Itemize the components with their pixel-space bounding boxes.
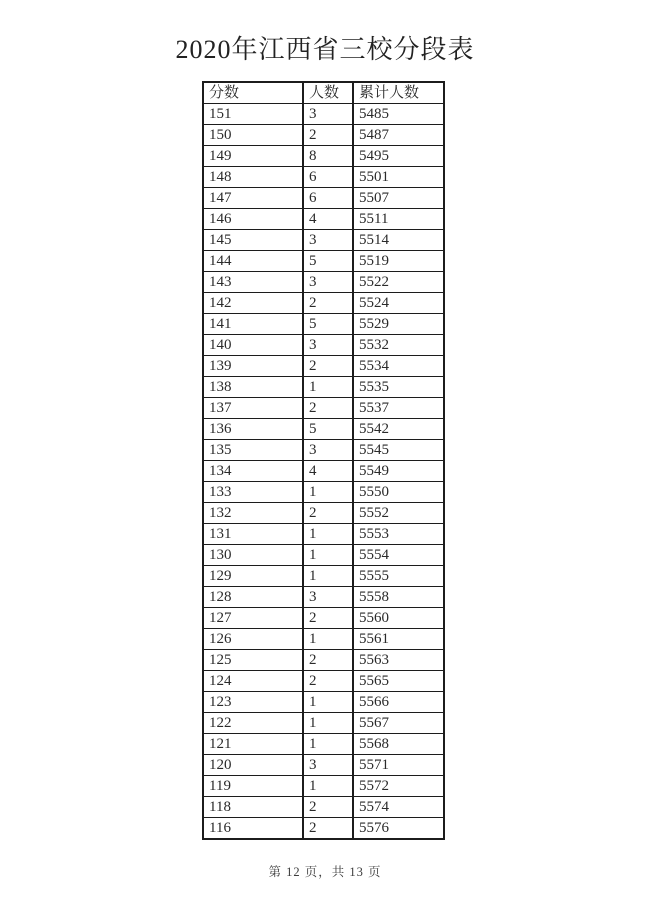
table-row: [203, 734, 444, 755]
column-header-score: 分数: [203, 82, 303, 104]
table-cell: 150: [203, 125, 303, 146]
table-cell: 5535: [353, 377, 444, 398]
table-cell: 3: [303, 440, 353, 461]
table-cell: 133: [203, 482, 303, 503]
table-cell: 5501: [353, 167, 444, 188]
page-title: 2020年江西省三校分段表: [175, 35, 475, 64]
table-row: [203, 440, 444, 461]
table-cell: 5: [303, 419, 353, 440]
table-row: [203, 251, 444, 272]
table-cell: 2: [303, 818, 353, 840]
table-cell: 146: [203, 209, 303, 230]
table-row: [203, 314, 444, 335]
table-cell: 2: [303, 671, 353, 692]
table-cell: 128: [203, 587, 303, 608]
table-cell: 1: [303, 524, 353, 545]
table-row: [203, 104, 444, 125]
table-cell: 8: [303, 146, 353, 167]
table-row: [203, 587, 444, 608]
table-row: [203, 188, 444, 209]
table-cell: 2: [303, 356, 353, 377]
table-header-row: [203, 82, 444, 104]
table-cell: 3: [303, 755, 353, 776]
table-cell: 4: [303, 461, 353, 482]
table-cell: 132: [203, 503, 303, 524]
table-cell: 3: [303, 104, 353, 125]
table-row: [203, 650, 444, 671]
table-row: [203, 524, 444, 545]
table-cell: 140: [203, 335, 303, 356]
score-table-body: [203, 104, 444, 840]
table-cell: 142: [203, 293, 303, 314]
table-cell: 5529: [353, 314, 444, 335]
table-row: [203, 356, 444, 377]
table-cell: 124: [203, 671, 303, 692]
table-cell: 3: [303, 230, 353, 251]
table-cell: 148: [203, 167, 303, 188]
table-cell: 129: [203, 566, 303, 587]
table-row: [203, 482, 444, 503]
table-cell: 127: [203, 608, 303, 629]
table-cell: 2: [303, 503, 353, 524]
table-cell: 5514: [353, 230, 444, 251]
table-cell: 1: [303, 566, 353, 587]
table-cell: 3: [303, 587, 353, 608]
table-row: [203, 503, 444, 524]
table-cell: 2: [303, 608, 353, 629]
table-row: [203, 629, 444, 650]
table-row: [203, 566, 444, 587]
table-row: [203, 461, 444, 482]
table-cell: 5552: [353, 503, 444, 524]
table-cell: 1: [303, 377, 353, 398]
table-cell: 3: [303, 272, 353, 293]
table-cell: 4: [303, 209, 353, 230]
table-cell: 5507: [353, 188, 444, 209]
table-cell: 151: [203, 104, 303, 125]
table-cell: 137: [203, 398, 303, 419]
table-cell: 3: [303, 335, 353, 356]
table-cell: 135: [203, 440, 303, 461]
table-cell: 5555: [353, 566, 444, 587]
table-cell: 138: [203, 377, 303, 398]
table-cell: 1: [303, 629, 353, 650]
table-row: [203, 230, 444, 251]
table-row: [203, 818, 444, 840]
table-cell: 5495: [353, 146, 444, 167]
table-row: [203, 671, 444, 692]
table-row: [203, 293, 444, 314]
page-number: 第 12 页，共 13 页: [268, 865, 382, 879]
table-cell: 2: [303, 797, 353, 818]
table-cell: 1: [303, 713, 353, 734]
table-cell: 120: [203, 755, 303, 776]
table-row: [203, 797, 444, 818]
table-row: [203, 272, 444, 293]
table-cell: 5549: [353, 461, 444, 482]
table-cell: 5567: [353, 713, 444, 734]
table-cell: 5519: [353, 251, 444, 272]
table-cell: 131: [203, 524, 303, 545]
table-cell: 6: [303, 188, 353, 209]
table-cell: 149: [203, 146, 303, 167]
table-cell: 2: [303, 293, 353, 314]
table-cell: 121: [203, 734, 303, 755]
table-cell: 144: [203, 251, 303, 272]
table-cell: 130: [203, 545, 303, 566]
table-cell: 119: [203, 776, 303, 797]
table-cell: 5485: [353, 104, 444, 125]
table-row: [203, 608, 444, 629]
table-cell: 134: [203, 461, 303, 482]
table-row: [203, 419, 444, 440]
column-header-cumulative-count: 累计人数: [353, 82, 444, 104]
table-cell: 5545: [353, 440, 444, 461]
table-cell: 1: [303, 482, 353, 503]
table-cell: 141: [203, 314, 303, 335]
table-row: [203, 692, 444, 713]
table-cell: 5524: [353, 293, 444, 314]
table-cell: 2: [303, 398, 353, 419]
table-cell: 116: [203, 818, 303, 840]
table-cell: 5511: [353, 209, 444, 230]
table-row: [203, 398, 444, 419]
table-cell: 126: [203, 629, 303, 650]
table-cell: 5532: [353, 335, 444, 356]
table-cell: 5574: [353, 797, 444, 818]
table-row: [203, 146, 444, 167]
table-row: [203, 776, 444, 797]
table-cell: 145: [203, 230, 303, 251]
table-row: [203, 209, 444, 230]
table-cell: 2: [303, 125, 353, 146]
table-cell: 5561: [353, 629, 444, 650]
table-cell: 6: [303, 167, 353, 188]
table-cell: 136: [203, 419, 303, 440]
table-cell: 2: [303, 650, 353, 671]
column-header-count: 人数: [303, 82, 353, 104]
table-cell: 5566: [353, 692, 444, 713]
table-cell: 5550: [353, 482, 444, 503]
table-cell: 125: [203, 650, 303, 671]
table-cell: 5572: [353, 776, 444, 797]
table-cell: 5558: [353, 587, 444, 608]
table-cell: 1: [303, 545, 353, 566]
table-cell: 5568: [353, 734, 444, 755]
table-cell: 5537: [353, 398, 444, 419]
table-row: [203, 545, 444, 566]
table-row: [203, 335, 444, 356]
table-cell: 5487: [353, 125, 444, 146]
table-cell: 1: [303, 734, 353, 755]
table-cell: 5553: [353, 524, 444, 545]
table-cell: 5: [303, 314, 353, 335]
table-cell: 5560: [353, 608, 444, 629]
table-cell: 5565: [353, 671, 444, 692]
table-row: [203, 377, 444, 398]
table-cell: 5576: [353, 818, 444, 840]
score-distribution-table: [202, 81, 445, 840]
table-cell: 118: [203, 797, 303, 818]
table-row: [203, 125, 444, 146]
table-cell: 147: [203, 188, 303, 209]
table-cell: 122: [203, 713, 303, 734]
table-cell: 5522: [353, 272, 444, 293]
table-cell: 5534: [353, 356, 444, 377]
table-cell: 143: [203, 272, 303, 293]
table-cell: 5563: [353, 650, 444, 671]
table-cell: 5: [303, 251, 353, 272]
table-cell: 1: [303, 776, 353, 797]
table-cell: 123: [203, 692, 303, 713]
table-row: [203, 167, 444, 188]
table-cell: 139: [203, 356, 303, 377]
table-row: [203, 755, 444, 776]
table-cell: 5542: [353, 419, 444, 440]
table-cell: 5571: [353, 755, 444, 776]
table-cell: 5554: [353, 545, 444, 566]
table-row: [203, 713, 444, 734]
table-cell: 1: [303, 692, 353, 713]
